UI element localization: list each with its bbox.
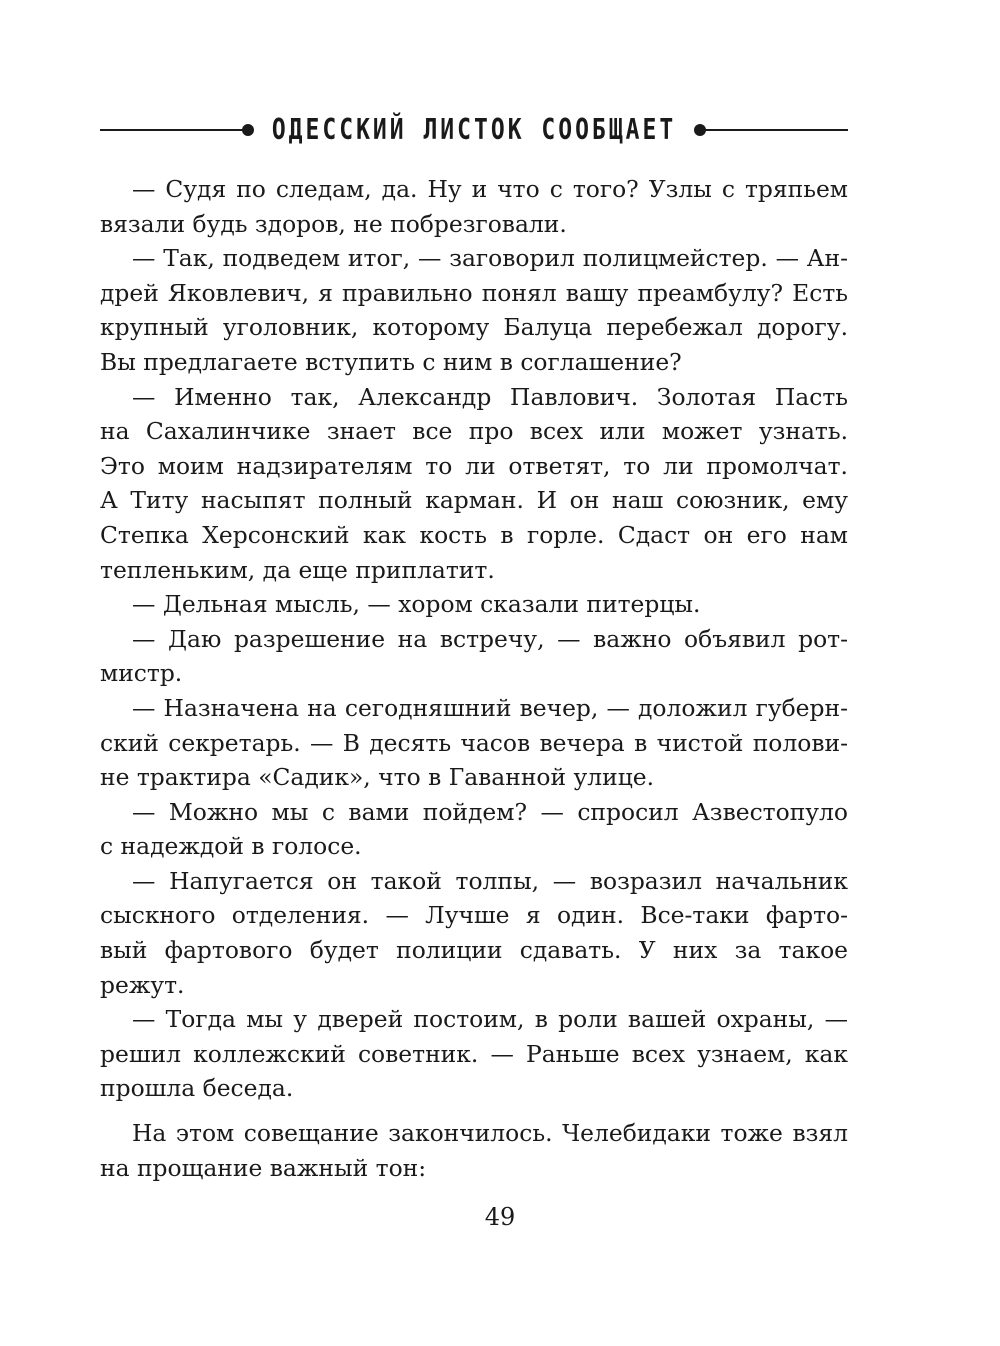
text-line: — Даю разрешение на встречу, — важно объявил рот-	[132, 624, 848, 653]
running-head-title: ОДЕССКИЙ ЛИСТОК СООБЩАЕТ	[271, 113, 677, 147]
text-line: дрей Яковлевич, я правильно понял вашу преамбулу? Есть	[100, 278, 848, 307]
paragraph	[100, 241, 848, 379]
text-line: вый фартового будет полиции сдавать. У них за такое	[100, 936, 848, 965]
text-line: ский секретарь. — В десять часов вечера в чистой полови-	[100, 728, 848, 757]
text-line: А Титу насыпят полный карман. И он наш союзник, ему	[100, 486, 848, 515]
text-line: режут.	[100, 970, 185, 999]
paragraph	[100, 1002, 848, 1106]
text-line: с надеждой в голосе.	[100, 832, 362, 861]
text-line: — Так, подведем итог, — заговорил полицмейстер. — Ан-	[132, 244, 848, 273]
text-line: на прощание важный тон:	[100, 1153, 427, 1182]
text-line: на Сахалинчике знает все про всех или может узнать.	[100, 417, 848, 446]
text-line: Степка Херсонский как кость в горле. Сдаст он его нам	[100, 520, 848, 549]
page-number: 49	[484, 1203, 516, 1231]
paragraph	[100, 691, 848, 795]
paragraph	[100, 622, 848, 691]
text-line: крупный уголовник, которому Балуца перебежал дорогу.	[100, 313, 848, 342]
header-rule-right	[700, 129, 848, 131]
text-line: — Назначена на сегодняшний вечер, — доложил губерн-	[132, 693, 848, 722]
text-line: — Именно так, Александр Павлович. Золотая Пасть	[132, 382, 848, 411]
paragraph	[100, 172, 848, 241]
paragraph	[100, 1116, 848, 1185]
text-line: прошла беседа.	[100, 1074, 294, 1103]
text-line: сыскного отделения. — Лучше я один. Все-таки фарто-	[100, 901, 848, 930]
text-line: — Судя по следам, да. Ну и что с того? Узлы с тряпьем	[132, 175, 848, 203]
running-head	[100, 110, 848, 150]
text-line: вязали будь здоров, не побрезговали.	[100, 209, 567, 238]
text-line: решил коллежский советник. — Раньше всех узнаем, как	[100, 1039, 848, 1068]
text-line: — Дельная мысль, — хором сказали питерцы.	[132, 590, 701, 619]
text-line: мистр.	[100, 659, 183, 688]
text-line: — Можно мы с вами пойдем? — спросил Азвестопуло	[132, 797, 848, 826]
text-line: не трактира «Садик», что в Гаванной улице.	[100, 763, 655, 792]
paragraph	[100, 864, 848, 1002]
paragraph	[100, 795, 848, 864]
text-line: — Напугается он такой толпы, — возразил начальник	[132, 866, 848, 895]
text-line: Вы предлагаете вступить с ним в соглашение?	[100, 347, 682, 376]
paragraph	[100, 587, 848, 622]
text-line: — Тогда мы у дверей постоим, в роли вашей охраны, —	[132, 1005, 848, 1034]
paragraph	[100, 380, 848, 588]
text-line: тепленьким, да еще приплатит.	[100, 555, 495, 584]
header-rule-left	[100, 129, 248, 131]
body-text	[100, 172, 848, 1185]
header-dot-right	[694, 124, 706, 136]
text-line: На этом совещание закончилось. Челебидаки тоже взял	[132, 1119, 848, 1148]
text-line: Это моим надзирателям то ли ответят, то ли промолчат.	[100, 451, 848, 480]
